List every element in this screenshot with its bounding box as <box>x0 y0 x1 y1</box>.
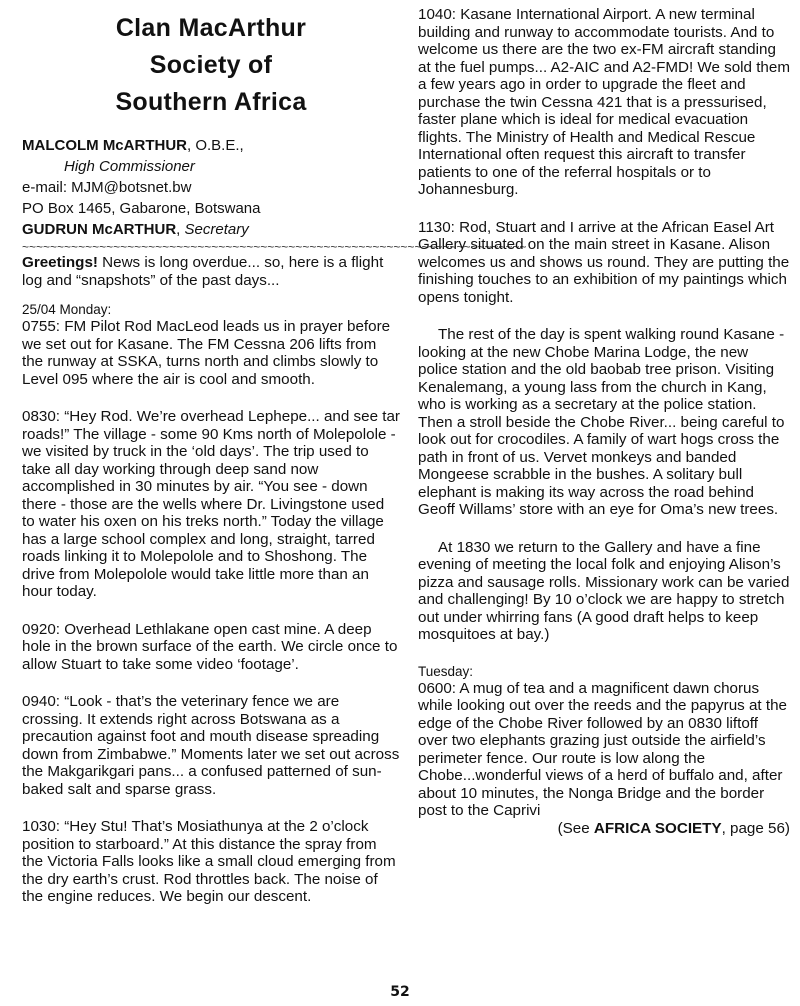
officer-address: PO Box 1465, Gabarone, Botswana <box>22 200 261 217</box>
officers-block <box>22 135 400 240</box>
officer-1 <box>22 135 400 156</box>
officer-2 <box>22 219 400 240</box>
log-0920: 0920: Overhead Lethlakane open cast mine. A deep hole in the brown surface of the earth. We circle once to allow Stuart to take some video ‘footage’. <box>22 620 398 673</box>
log-0755: 0755: FM Pilot Rod MacLeod leads us in prayer before we set out for Kasane. The FM Cessna 206 lifts from the runway at SSKA, turns north and climbs slowly to Level 095 where the air is cool and smooth. <box>22 318 391 388</box>
continued-reference <box>418 820 790 838</box>
officer-email: e-mail: MJM@botsnet.bw <box>22 179 192 196</box>
log-1040: 1040: Kasane International Airport. A new terminal building and runway to accommodate tourists. And to welcome us there are the two ex-FM aircraft standing at the fuel pumps... A2-AIC and A2-FMD! We sold them a few years ago in order to upgrade the fleet and purchase the twin Cessna 421 that is a pressurised, faster plane which is ideal for medical evacuation flights. The Ministry of Health and Medical Rescue International often request this aircraft to transfer patients to one of the referral hospitals or to Johannesburg. <box>418 6 790 198</box>
heading-line-1: Clan MacArthur <box>115 14 307 42</box>
heading-line-3: Southern Africa <box>115 88 307 116</box>
greeting-paragraph <box>22 254 400 289</box>
see-open: (See <box>557 819 594 837</box>
date-tuesday: Tuesday: <box>418 663 474 679</box>
right-column <box>418 6 790 837</box>
log-1030: 1030: “Hey Stu! That’s Mosiathunya at the 2 o’clock position to starboard.” At this distance the spray from the Victoria Falls looks like a small cloud emerging from the dry earth’s crust. Rod throttles back. The noise of the engine reduces. We begin our descent. <box>22 818 396 905</box>
society-heading <box>22 10 400 121</box>
log-1130: 1130: Rod, Stuart and I arrive at the African Easel Art Gallery situated on the main street in Kasane. Alison welcomes us and shows us round. They are putting the finishing touches to an exhibition of my paintings which opens tonight. <box>418 218 790 306</box>
officer-2-name: GUDRUN McARTHUR <box>22 221 177 238</box>
tilde-divider: ~~~~~~~~~~~~~~~~~~~~~~~~~~~~~~~~~~~~~~~~~~~~~~~~~~~~~~~~~~~~~~~~~~~~~~~~ <box>22 240 527 254</box>
officer-2-suffix: , <box>176 221 185 238</box>
greeting-text: News is long overdue... so, here is a flight log and “snapshots” of the past days... <box>22 254 384 289</box>
log-1830: At 1830 we return to the Gallery and have a fine evening of meeting the local folk and enjoying Alison’s pizza and sausage rolls. Missionary work can be varied and challenging! By 10 o’clock we are happy to stretch out under whirring fans (A good draft helps to keep mosquitoes at bay.) <box>418 538 790 643</box>
log-0940: 0940: “Look - that’s the veterinary fence we are crossing. It extends right across Botswana as a precaution against foot and mouth disease spreading down from Zimbabwe.” Moments later we set out across the Makgarikgari pans... a confused patterned of sun-baked salt and sparse grass. <box>22 693 400 798</box>
officer-2-title: Secretary <box>184 221 249 238</box>
officer-1-name: MALCOLM McARTHUR <box>22 137 187 154</box>
officer-1-suffix: , O.B.E., <box>186 137 244 154</box>
heading-line-2: Society of <box>149 51 273 79</box>
page-number: 52 <box>390 984 410 1000</box>
date-monday: 25/04 Monday: <box>22 302 112 317</box>
log-0830: 0830: “Hey Rod. We’re overhead Lephepe... and see tar roads!” The village - some 90 Kms north of Molepolole - we visited by truck in the ‘old days’. The trip used to take all day working through deep sand now accomplished in 30 minutes by air. “You see - down there - those are the wells where Dr. Livingstone used to water his oxen on his treks north.” Today the village has a large school complex and long, straight, tarred roads linking it to Molepolole and to Shoshong. The drive from Molepolole would take little more than an hour today. <box>22 408 400 600</box>
see-close: , page 56) <box>721 819 790 837</box>
rest-of-day: The rest of the day is spent walking round Kasane - looking at the new Chobe Marina Lodge, the new police station and the old baobab tree prison. Visiting Kenalemang, a young lass from the church in Kang, who is working as a secretary at the police station. Then a stroll beside the Chobe River... being careful to look out for crocodiles. A family of wart hogs cross the path in front of us. Vervet monkeys and banded Mongeese scrabble in the bushes. A solitary bull elephant is making its way across the road behind Geoff Willams’ store with an eye for Oma’s new trees. <box>418 326 785 518</box>
officer-1-title: High Commissioner <box>64 158 195 175</box>
see-society: AFRICA SOCIETY <box>593 819 722 837</box>
greeting-bold: Greetings! <box>22 254 98 271</box>
log-0600: 0600: A mug of tea and a magnificent dawn chorus while looking out over the reeds and the papyrus at the edge of the Chobe River followed by an 0830 liftoff over two elephants grazing just outside the airfield’s perimeter fence. Our route is low along the Chobe...wonderful views of a herd of buffalo and, after about 10 minutes, the Nonga Bridge and the border post to the Caprivi <box>418 679 787 819</box>
